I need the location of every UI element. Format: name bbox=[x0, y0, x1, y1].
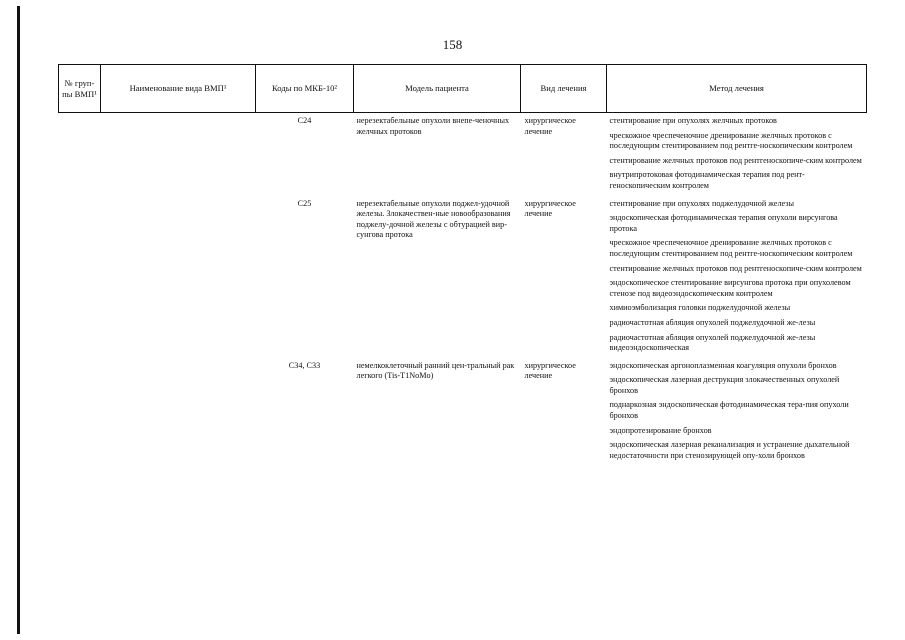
method-item: поднаркозная эндоскопическая фотодинамическая тера-пия опухоли бронхов bbox=[609, 400, 849, 421]
table-row bbox=[59, 196, 867, 358]
header-name: Наименование вида ВМП¹ bbox=[101, 65, 256, 113]
table-row bbox=[59, 113, 867, 196]
header-method: Метод лечения bbox=[607, 65, 867, 113]
cell-type: хирургическое лечение bbox=[524, 198, 576, 219]
method-item: радиочастотная абляция опухолей поджелудочной же-лезы bbox=[609, 317, 816, 327]
header-type: Вид лечения bbox=[521, 65, 607, 113]
header-codes: Коды по МКБ-10² bbox=[256, 65, 354, 113]
table-header-row bbox=[59, 65, 867, 113]
method-item: эндоскопическая лазерная деструкция злокачественных опухолей бронхов bbox=[609, 375, 840, 395]
cell-methods bbox=[607, 196, 867, 358]
cell-model: нерезектабельные опухоли внепе-ченочных желчных протоков bbox=[356, 116, 510, 136]
cell-codes: C25 bbox=[297, 198, 312, 208]
cell-group bbox=[59, 358, 101, 466]
cell-type: хирургическое лечение bbox=[524, 360, 576, 381]
cell-methods bbox=[607, 113, 867, 196]
method-item: радиочастотная абляция опухолей поджелудочной же-лезы видеоэндоскопическая bbox=[609, 332, 816, 353]
method-item: стентирование желчных протоков под рентгеноскопиче-ским контролем bbox=[609, 263, 862, 273]
method-item: внутрипротоковая фотодинамическая терапия под рент-геноскопическим контролем bbox=[609, 170, 805, 190]
cell-codes: C24 bbox=[297, 116, 312, 125]
vmp-table bbox=[58, 64, 867, 465]
page-number: 158 bbox=[442, 37, 463, 52]
method-item: эндоскопическое стентирование вирсунгова протока при опухолевом стенозе под видеоэндоскопическим контролем bbox=[609, 278, 851, 298]
header-group: № груп-пы ВМП¹ bbox=[59, 65, 101, 113]
method-item: чрескожное чреспеченочное дренирование желчных протоков с последующим стентированием под рентге-носкопическим контролем bbox=[609, 238, 853, 258]
cell-name bbox=[101, 358, 256, 466]
document-sheet bbox=[58, 64, 866, 465]
method-item: химиоэмболизация головки поджелудочной железы bbox=[609, 303, 791, 313]
cell-type: хирургическое лечение bbox=[524, 116, 576, 136]
method-item: эндопротезирование бронхов bbox=[609, 425, 712, 435]
method-item: стентирование при опухолях желчных протоков bbox=[609, 116, 777, 125]
cell-codes: C34, C33 bbox=[288, 360, 321, 370]
header-model: Модель пациента bbox=[354, 65, 521, 113]
method-item: эндоскопическая лазерная реканализация и устранение дыхательной недостаточности при стенозирующей опу-холи бронхов bbox=[609, 440, 850, 460]
cell-methods bbox=[607, 358, 867, 466]
method-item: эндоскопическая аргоноплазменная коагуляция опухоли бронхов bbox=[609, 360, 837, 370]
method-item: стентирование при опухолях поджелудочной железы bbox=[609, 198, 795, 208]
cell-group bbox=[59, 113, 101, 196]
cell-name bbox=[101, 196, 256, 358]
method-item: стентирование желчных протоков под рентгеноскопиче-ским контролем bbox=[609, 155, 862, 165]
cell-model: немелкоклеточный ранний цен-тральный рак легкого (Tis-T1NoMo) bbox=[356, 360, 515, 381]
cell-group bbox=[59, 196, 101, 358]
cell-name bbox=[101, 113, 256, 196]
cell-model: нерезектабельные опухоли поджел-удочной железы. Злокачествен-ные новообразования поджелу-дочной железы с обтурацией вир-сунгова протока bbox=[356, 198, 511, 240]
method-item: чрескожное чреспеченочное дренирование желчных протоков с последующим стентированием под рентге-носкопическим контролем bbox=[609, 130, 853, 151]
table-row bbox=[59, 358, 867, 466]
method-item: эндоскопическая фотодинамическая терапия опухоли вирсунгова протока bbox=[609, 213, 838, 233]
page-left-edge bbox=[17, 6, 20, 634]
